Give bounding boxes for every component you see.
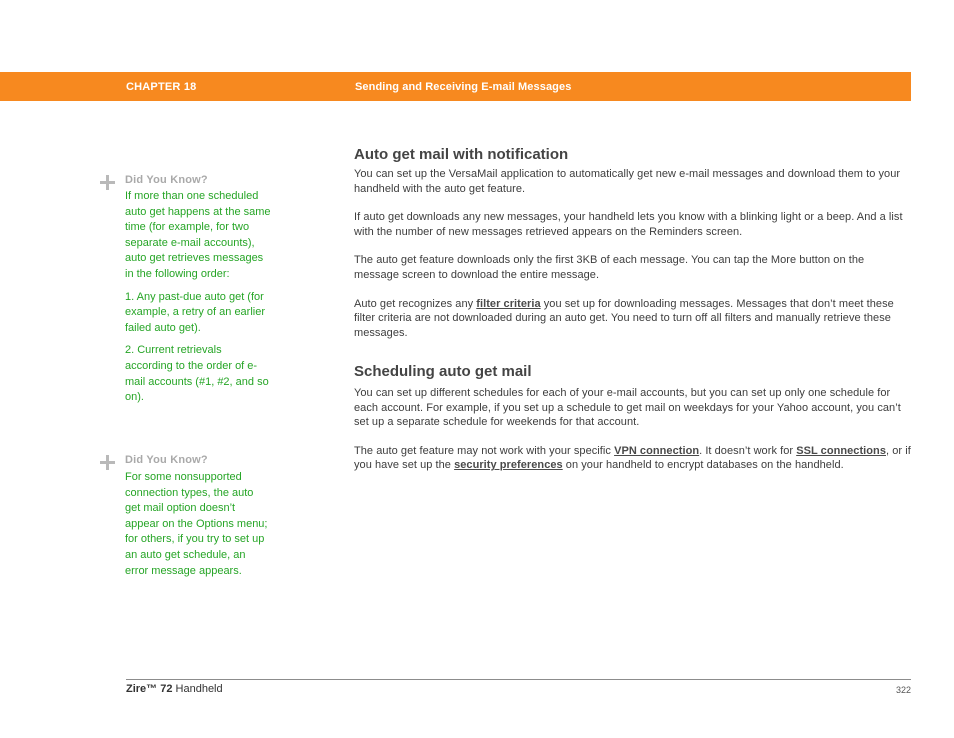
tip-body bbox=[100, 189, 271, 406]
text-run: on your handheld to encrypt databases on the handheld. bbox=[562, 459, 844, 472]
tip-paragraph: 1. Any past-due auto get (for example, a retry of an earlier failed auto get). bbox=[125, 290, 266, 334]
text-run: The auto get feature may not work with your specific bbox=[354, 444, 615, 457]
section-heading: Auto get mail with notification bbox=[354, 146, 569, 163]
text-run: you set up for downloading messages. Messages that don’t meet these filter criteria are not downloaded during an auto get. You need to turn off all filters and manually retrieve these messages. bbox=[354, 297, 894, 339]
body-paragraph bbox=[354, 444, 912, 473]
footer-product-name bbox=[126, 683, 223, 695]
section-auto-get-mail bbox=[354, 146, 912, 340]
tip-heading: Did You Know? bbox=[125, 174, 208, 186]
tip-paragraph: 2. Current retrievals according to the order of e-mail accounts (#1, #2, and so on). bbox=[125, 344, 269, 404]
tip-body bbox=[100, 470, 271, 579]
ssl-connections-link[interactable]: SSL connections bbox=[796, 444, 886, 457]
chapter-number: CHAPTER 18 bbox=[126, 81, 197, 93]
product-suffix: Handheld bbox=[172, 683, 223, 695]
footer-divider bbox=[126, 679, 911, 680]
text-run: Auto get recognizes any bbox=[354, 297, 477, 310]
security-preferences-link[interactable]: security preferences bbox=[454, 459, 563, 472]
tip-paragraph: If more than one scheduled auto get happens at the same time (for example, for two separate e-mail accounts), auto get retrieves messages in the following order: bbox=[125, 190, 271, 280]
product-model: Zire™ 72 bbox=[126, 683, 173, 695]
page-number: 322 bbox=[895, 685, 911, 695]
section-heading: Scheduling auto get mail bbox=[354, 363, 532, 380]
filter-criteria-link[interactable]: filter criteria bbox=[476, 297, 541, 310]
body-paragraph: The auto get feature downloads only the first 3KB of each message. You can tap the More button on the message screen to download the entire message. bbox=[354, 254, 865, 281]
text-run: , or if you have set up the bbox=[354, 444, 911, 472]
tip-paragraph: For some nonsupported connection types, the auto get mail option doesn’t appear on the Options menu; for others, if you try to set up an auto get schedule, an error message appears. bbox=[125, 471, 268, 577]
plus-icon bbox=[100, 455, 115, 470]
text-run: . It doesn’t work for bbox=[699, 444, 797, 457]
vpn-connection-link[interactable]: VPN connection bbox=[614, 444, 700, 457]
section-scheduling-auto-get bbox=[354, 363, 912, 473]
chapter-title: Sending and Receiving E-mail Messages bbox=[355, 81, 572, 93]
body-paragraph: You can set up the VersaMail application to automatically get new e-mail messages and download them to your handheld with the auto get feature. bbox=[354, 168, 901, 195]
plus-icon bbox=[100, 175, 115, 190]
body-paragraph bbox=[354, 297, 912, 341]
body-paragraph: If auto get downloads any new messages, your handheld lets you know with a blinking light or a beep. And a list with the number of new messages retrieved appears on the Reminders screen. bbox=[354, 211, 903, 238]
tip-heading: Did You Know? bbox=[125, 454, 208, 466]
body-paragraph: You can set up different schedules for each of your e-mail accounts, but you can set up only one schedule for each account. For example, if you set up a schedule to get mail on weekdays for your Yahoo account, you can’t set up a separate schedule for weekends for that account. bbox=[354, 387, 901, 429]
